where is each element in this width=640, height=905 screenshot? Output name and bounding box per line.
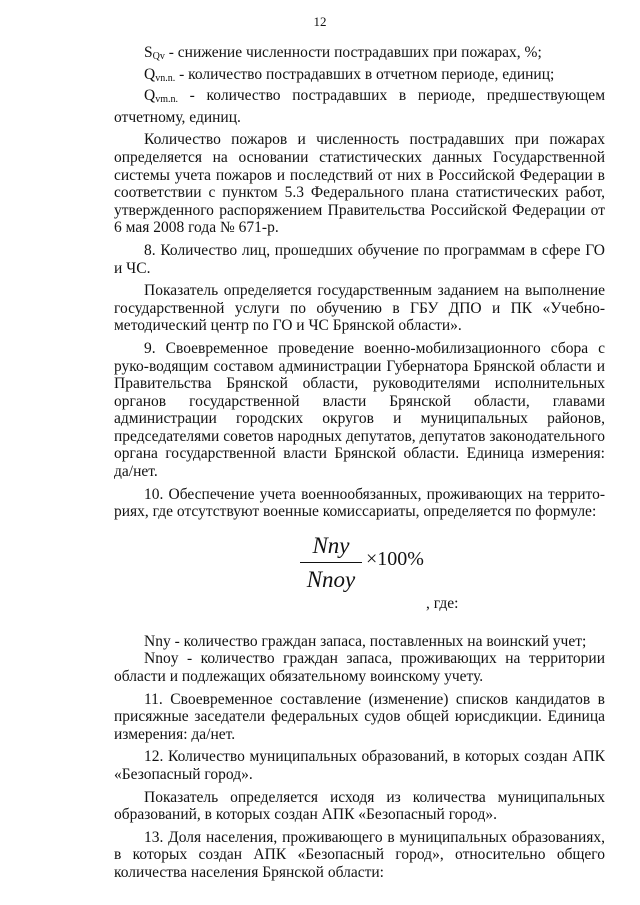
- fraction-bar: [300, 562, 362, 563]
- paragraph: Показатель определяется исходя из количества муниципальных образований, в которых создан АПК «Безопасный город».: [114, 788, 605, 824]
- definition-text: - снижение численности пострадавших при пожарах, %;: [164, 44, 542, 61]
- definition-s-qv: [114, 44, 605, 66]
- symbol: S: [144, 44, 153, 61]
- paragraph: Количество пожаров и численность пострадавших при пожарах определяется на основании статистических данных Государственной системы учета пожаров и последствий от них в Российской Федерации в соответствии с пунктом 5.3 Федерального плана статистических работ, утвержденного распоряжением Правительства Российской Федерации от 6 мая 2008 года № 671-р.: [114, 131, 605, 237]
- formula-suffix: , где:: [426, 594, 459, 612]
- formula: [114, 521, 605, 633]
- symbol: Q: [144, 87, 156, 105]
- definition-q-vnn: [114, 66, 605, 88]
- symbol: Q: [144, 65, 156, 83]
- definition-text: - количество пострадавших в периоде, предшествующем отчетному, единиц.: [114, 87, 605, 126]
- paragraph-item-11: 11. Своевременное составление (изменение) списков кандидатов в присяжные заседатели федеральных судов общей юрисдикции. Единица измерения: да/нет.: [114, 690, 605, 743]
- formula-denominator: Nnoy: [306, 566, 356, 592]
- paragraph: Показатель определяется государственным заданием на выполнение государственной услуги по обучению в ГБУ ДПО и ПК «Учебно-методический центр по ГО и ЧС Брянской области».: [114, 282, 605, 335]
- subscript: vn.n.: [155, 72, 176, 84]
- paragraph-item-13: 13. Доля населения, проживающего в муниципальных образованиях, в которых создан АПК «Безопасный город», относительно общего количества населения Брянской области:: [114, 828, 605, 881]
- document-body: [114, 44, 605, 882]
- page-number: 12: [313, 14, 327, 29]
- definition-q-vmn: [114, 87, 605, 126]
- formula-numerator: Nny: [312, 532, 350, 558]
- definition-nnoy: Nnoy - количество граждан запаса, проживающих на территории области и подлежащих обязательному воинскому учету.: [114, 650, 605, 686]
- paragraph-item-10: 10. Обеспечение учета военнообязанных, проживающих на террито-риях, где отсутствуют военные комиссариаты, определяется по формуле:: [114, 485, 605, 521]
- subscript: vm.n.: [155, 94, 178, 106]
- paragraph-item-12: 12. Количество муниципальных образований, в которых создан АПК «Безопасный город».: [114, 748, 605, 783]
- paragraph-item-9: 9. Своевременное проведение военно-мобилизационного сбора с руко-водящим составом администрации Губернатора Брянской области и Правительства Брянской области, руководителями исполнительных органов государственной власти Брянской области, главами администрации городских округов и муниципальных районов, председателями советов народных депутатов, депутатов законодательного органа государственной власти Брянской области. Единица измерения: да/нет.: [114, 339, 605, 481]
- subscript: Qv: [152, 51, 165, 62]
- formula-fraction: [300, 533, 362, 593]
- paragraph-item-8: 8. Количество лиц, прошедших обучение по программам в сфере ГО и ЧС.: [114, 241, 605, 277]
- definition-nny: Nny - количество граждан запаса, поставленных на воинский учет;: [144, 632, 587, 650]
- definition-text: - количество пострадавших в отчетном периоде, единиц;: [175, 65, 555, 83]
- formula-multiplier: ×100%: [366, 547, 424, 570]
